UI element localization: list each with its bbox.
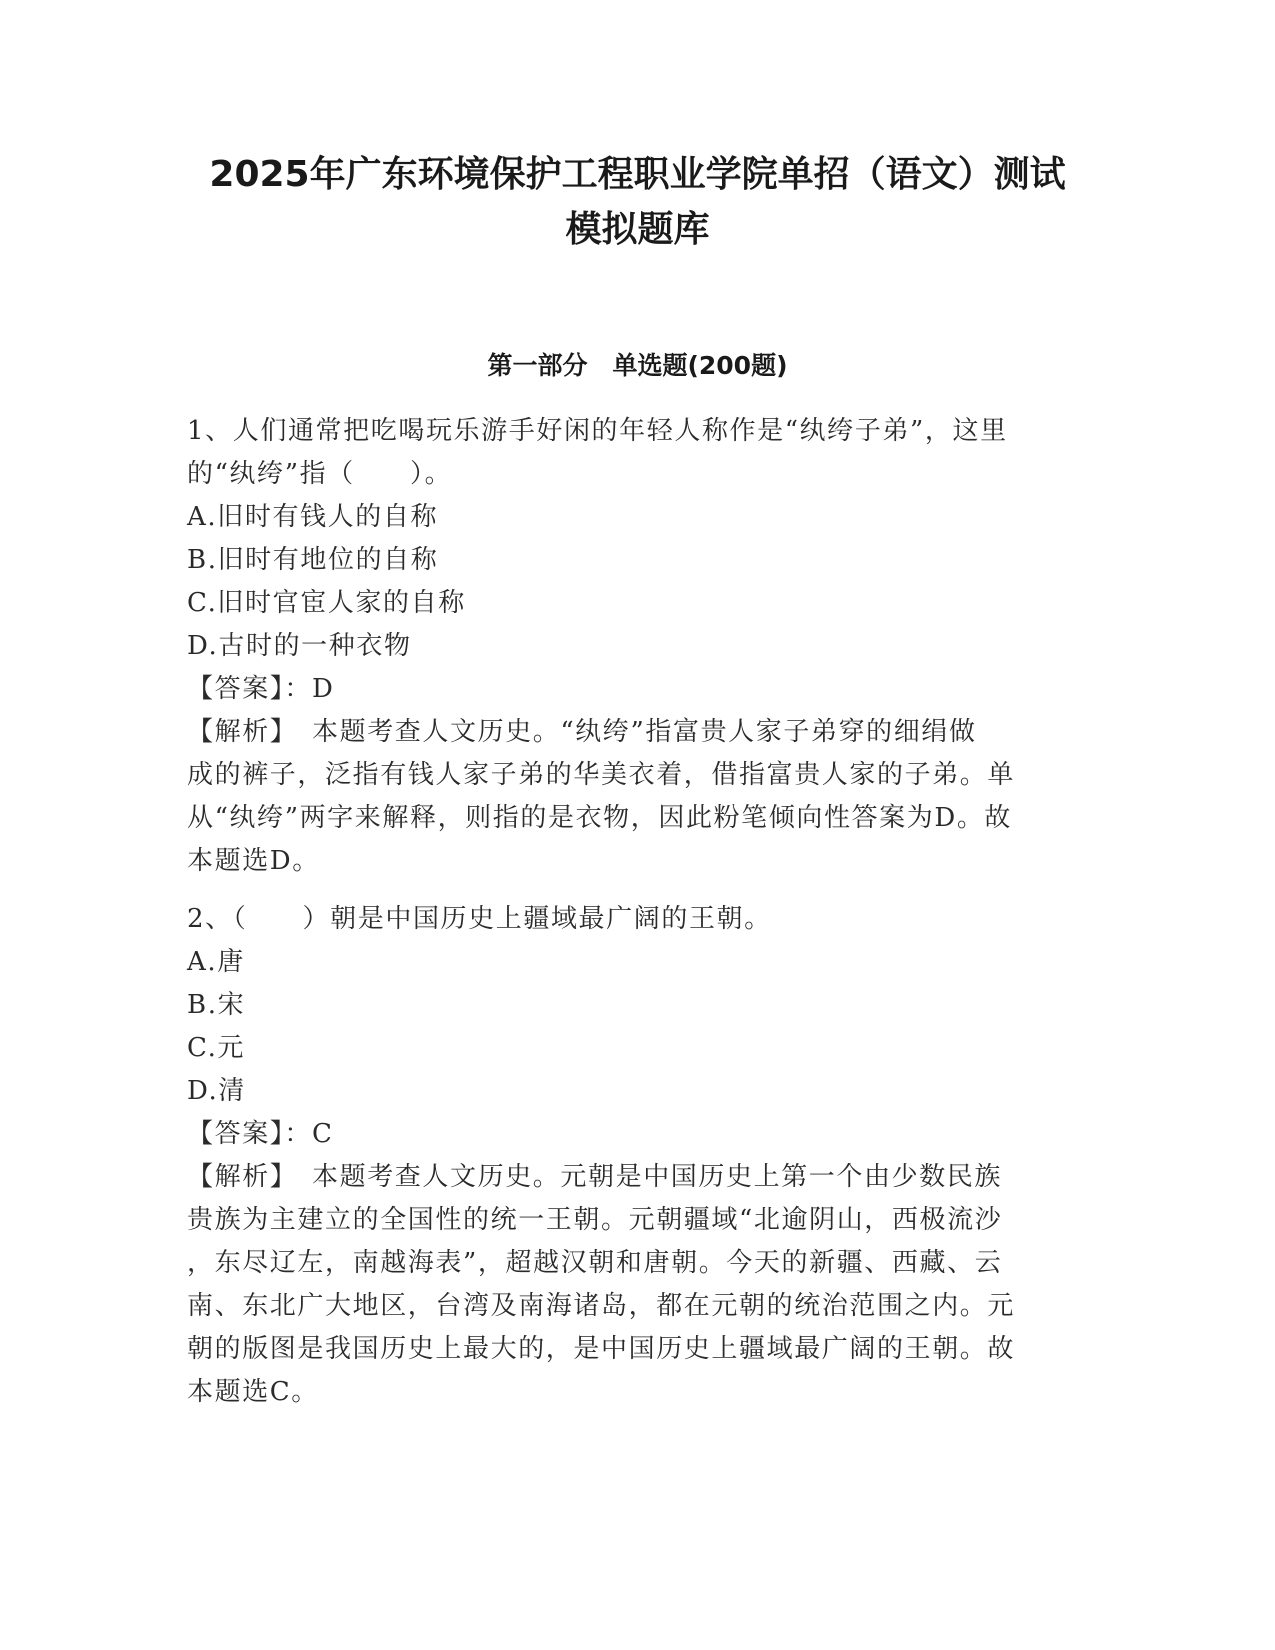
answer-option: B.宋 [187,990,246,1020]
analysis-line: 成的裤子，泛指有钱人家子弟的华美衣着，借指富贵人家的子弟。单 [187,760,1016,790]
answer-option: D.古时的一种衣物 [187,631,412,661]
answer-option: D.清 [187,1076,246,1106]
analysis-line: 贵族为主建立的全国性的统一王朝。元朝疆域“北逾阴山，西极流沙 [187,1205,1003,1235]
analysis-line: 从“纨绔”两字来解释，则指的是衣物，因此粉笔倾向性答案为D。故 [187,803,1013,833]
answer-option: C.元 [187,1033,246,1063]
question-stem-line: 2、（ ）朝是中国历史上疆域最广阔的王朝。 [187,904,772,934]
analysis-line: 朝的版图是我国历史上最大的，是中国历史上疆域最广阔的王朝。故 [187,1334,1016,1364]
answer-option: A.唐 [187,947,245,977]
answer-key: 【答案】：C [187,1119,334,1149]
answer-option: A.旧时有钱人的自称 [187,502,439,532]
answer-option: B.旧时有地位的自称 [187,545,439,575]
analysis-line: 【解析】 本题考查人文历史。“纨绔”指富贵人家子弟穿的细绢做 [187,717,977,747]
question-list [187,410,1087,1414]
analysis-line: 【解析】 本题考查人文历史。元朝是中国历史上第一个由少数民族 [187,1162,1003,1192]
analysis-line: 本题选C。 [187,1377,319,1407]
section-heading: 第一部分 单选题(200题) [487,351,788,380]
question-spacer [187,883,1087,898]
analysis-line: ，东尽辽左，南越海表”，超越汉朝和唐朝。今天的新疆、西藏、云 [187,1248,1003,1278]
question-stem-line: 1、人们通常把吃喝玩乐游手好闲的年轻人称作是“纨绔子弟”，这里 [187,416,1008,446]
question-item [187,410,1087,883]
answer-key: 【答案】：D [187,674,335,704]
document-title-line-2: 模拟题库 [565,209,710,250]
document-title-line-1: 2025年广东环境保护工程职业学院单招（语文）测试 [209,154,1066,195]
analysis-line: 南、东北广大地区，台湾及南海诸岛，都在元朝的统治范围之内。元 [187,1291,1016,1321]
analysis-line: 本题选D。 [187,846,320,876]
question-item [187,898,1087,1414]
question-stem-line: 的“纨绔”指（ ）。 [187,459,453,489]
answer-option: C.旧时官宦人家的自称 [187,588,466,618]
